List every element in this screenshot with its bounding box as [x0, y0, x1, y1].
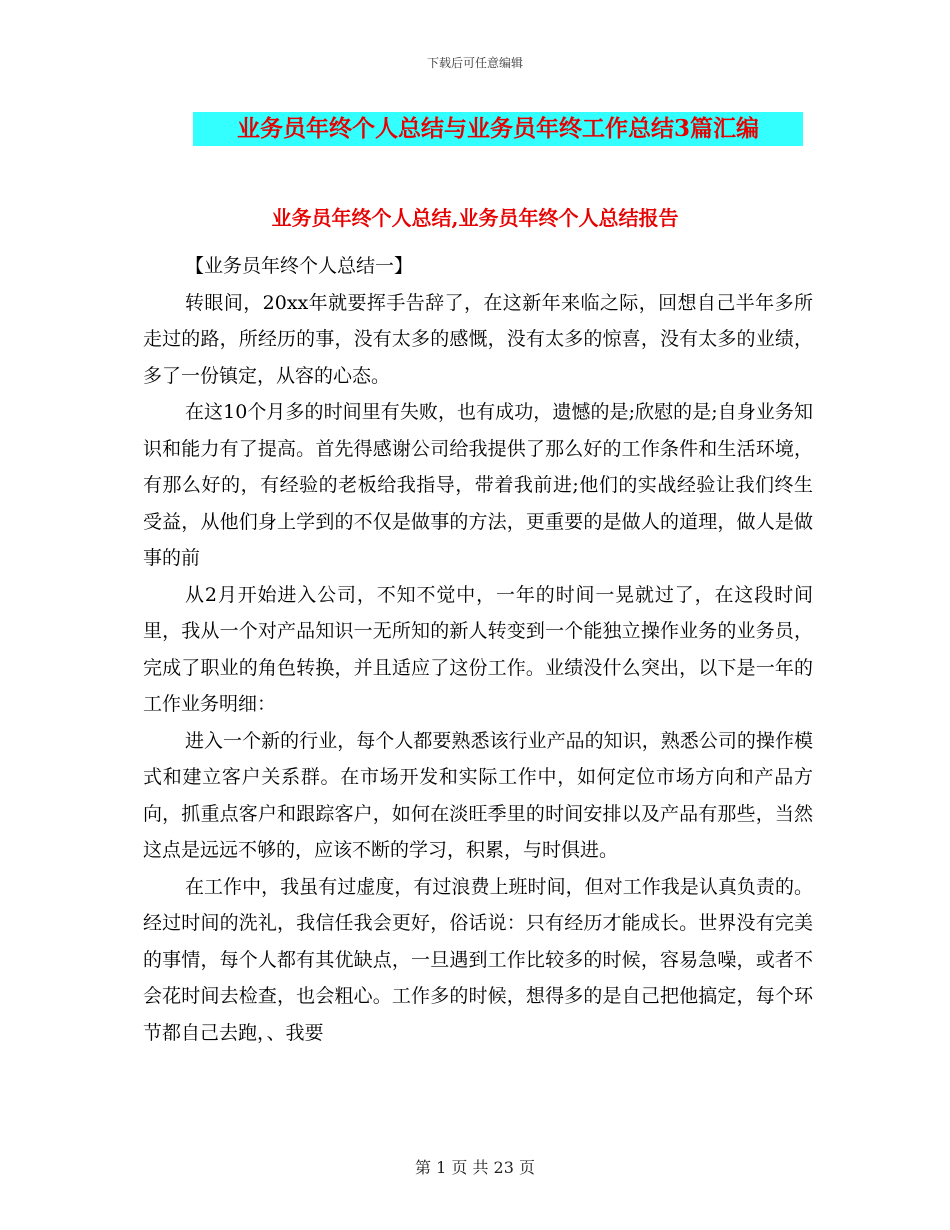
body-paragraph: 转眼间，20xx年就要挥手告辞了，在这新年来临之际，回想自己半年多所走过的路，所经历的事，没有太多的感慨，没有太多的惊喜，没有太多的业绩，多了一份镇定，从容的心态。 — [143, 291, 813, 387]
body-paragraph: 从2月开始进入公司，不知不觉中，一年的时间一晃就过了，在这段时间里，我从一个对产品知识一无所知的新人转变到一个能独立操作业务的业务员，完成了职业的角色转换，并且适应了这份工作。业绩没什么突出，以下是一年的工作业务明细： — [143, 583, 813, 715]
header-note: 下载后可任意编辑 — [426, 56, 523, 70]
body-paragraph: 在工作中，我虽有过虚度，有过浪费上班时间，但对工作我是认真负责的。经过时间的洗礼，我信任我会更好，俗话说：只有经历才能成长。世界没有完美的事情，每个人都有其优缺点，一旦遇到工作比较多的时候，容易急噪，或者不会花时间去检查，也会粗心。工作多的时候，想得多的是自己把他搞定，每个环节都自己去跑，、我要 — [143, 875, 813, 1044]
document-title: 业务员年终个人总结与业务员年终工作总结3篇汇编 — [193, 112, 803, 146]
section-title: 业务员年终个人总结,业务员年终个人总结报告 — [271, 206, 679, 230]
page-footer: 第 1 页 共 23 页 — [415, 1158, 535, 1177]
body-paragraph: 进入一个新的行业，每个人都要熟悉该行业产品的知识，熟悉公司的操作模式和建立客户关系群。在市场开发和实际工作中，如何定位市场方向和产品方向，抓重点客户和跟踪客户，如何在淡旺季里的时间安排以及产品有那些，当然这点是远远不够的，应该不断的学习，积累，与时俱进。 — [143, 729, 813, 861]
document-body — [143, 248, 813, 1051]
section-heading: 【业务员年终个人总结一】 — [185, 255, 414, 277]
body-paragraph: 在这10个月多的时间里有失败，也有成功，遗憾的是;欣慰的是;自身业务知识和能力有了提高。首先得感谢公司给我提供了那么好的工作条件和生活环境，有那么好的，有经验的老板给我指导，带着我前进;他们的实战经验让我们终生受益，从他们身上学到的不仅是做事的方法，更重要的是做人的道理，做人是做事的前 — [143, 401, 813, 569]
